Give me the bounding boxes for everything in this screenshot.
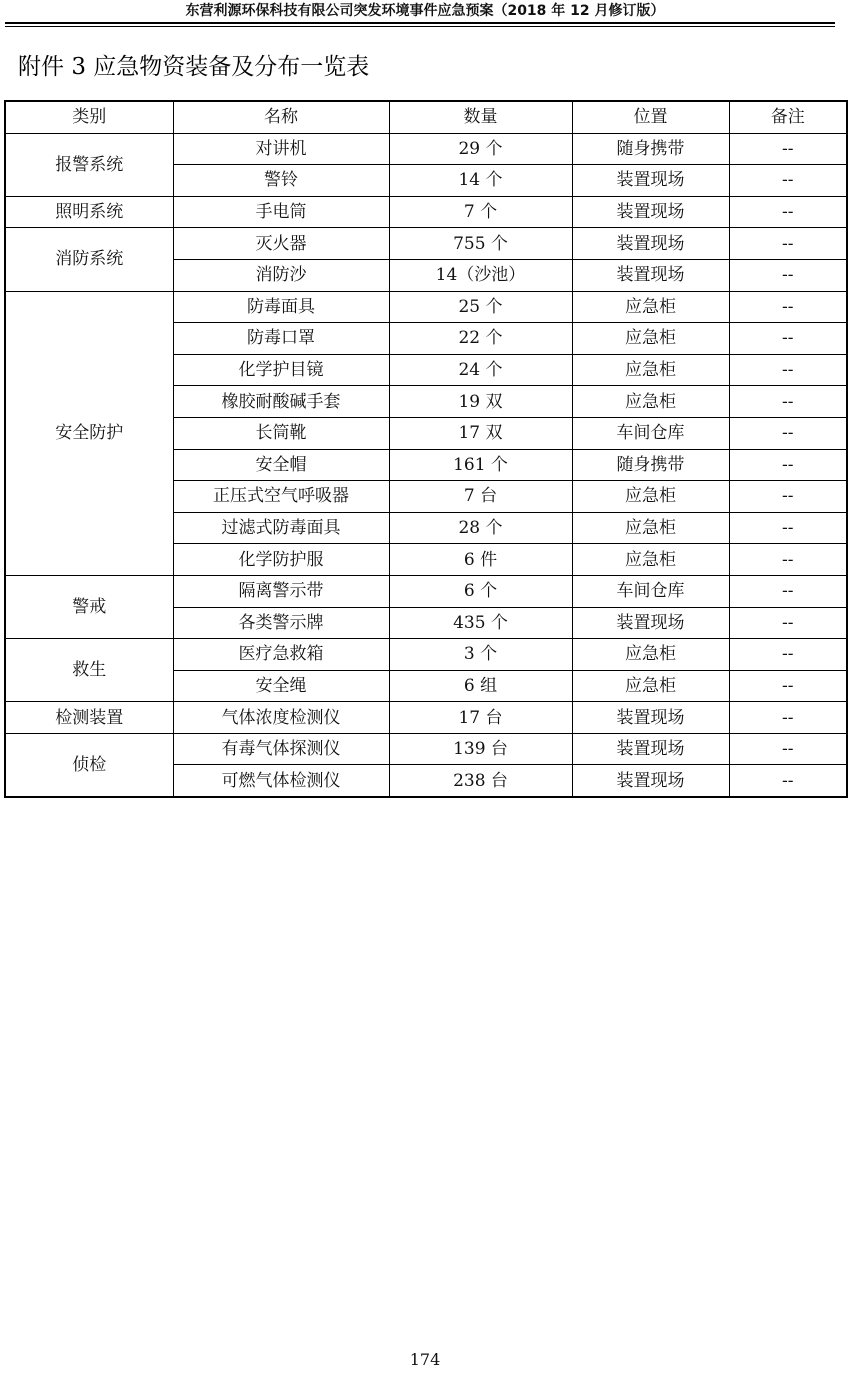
category-cell: 警戒 xyxy=(5,575,173,638)
note-cell: -- xyxy=(729,323,847,355)
quantity-cell: 28 个 xyxy=(389,512,572,544)
table-row xyxy=(5,733,847,765)
title-prefix: 附件 xyxy=(18,54,72,80)
item-name-cell: 橡胶耐酸碱手套 xyxy=(173,386,389,418)
note-cell: -- xyxy=(729,133,847,165)
item-name-cell: 防毒面具 xyxy=(173,291,389,323)
note-cell: -- xyxy=(729,639,847,671)
location-cell: 装置现场 xyxy=(572,702,729,734)
quantity-cell: 24 个 xyxy=(389,354,572,386)
location-cell: 应急柜 xyxy=(572,323,729,355)
location-cell: 应急柜 xyxy=(572,291,729,323)
quantity-cell: 3 个 xyxy=(389,639,572,671)
item-name-cell: 警铃 xyxy=(173,165,389,197)
location-cell: 装置现场 xyxy=(572,228,729,260)
location-cell: 应急柜 xyxy=(572,354,729,386)
note-cell: -- xyxy=(729,765,847,797)
column-header-note: 备注 xyxy=(729,101,847,133)
table-row xyxy=(5,639,847,671)
column-header-category: 类别 xyxy=(5,101,173,133)
table-row xyxy=(5,196,847,228)
page-title xyxy=(18,52,369,82)
note-cell: -- xyxy=(729,165,847,197)
table-row xyxy=(5,702,847,734)
item-name-cell: 化学防护服 xyxy=(173,544,389,576)
category-cell: 安全防护 xyxy=(5,291,173,575)
location-cell: 应急柜 xyxy=(572,544,729,576)
quantity-cell: 14 个 xyxy=(389,165,572,197)
emergency-supplies-table xyxy=(4,100,848,798)
item-name-cell: 安全绳 xyxy=(173,670,389,702)
category-cell: 救生 xyxy=(5,639,173,702)
location-cell: 装置现场 xyxy=(572,765,729,797)
item-name-cell: 对讲机 xyxy=(173,133,389,165)
header-rule xyxy=(5,22,835,24)
note-cell: -- xyxy=(729,575,847,607)
note-cell: -- xyxy=(729,291,847,323)
quantity-cell: 755 个 xyxy=(389,228,572,260)
item-name-cell: 灭火器 xyxy=(173,228,389,260)
location-cell: 装置现场 xyxy=(572,196,729,228)
location-cell: 应急柜 xyxy=(572,481,729,513)
note-cell: -- xyxy=(729,449,847,481)
note-cell: -- xyxy=(729,228,847,260)
item-name-cell: 隔离警示带 xyxy=(173,575,389,607)
item-name-cell: 气体浓度检测仪 xyxy=(173,702,389,734)
item-name-cell: 医疗急救箱 xyxy=(173,639,389,671)
quantity-cell: 139 台 xyxy=(389,733,572,765)
item-name-cell: 各类警示牌 xyxy=(173,607,389,639)
running-header: 东营利源环保科技有限公司突发环境事件应急预案（2018 年 12 月修订版） xyxy=(185,3,665,19)
title-text: 应急物资装备及分布一览表 xyxy=(85,54,370,80)
page-number: 174 xyxy=(409,1350,441,1369)
note-cell: -- xyxy=(729,417,847,449)
quantity-cell: 29 个 xyxy=(389,133,572,165)
location-cell: 车间仓库 xyxy=(572,575,729,607)
quantity-cell: 14（沙池） xyxy=(389,259,572,291)
item-name-cell: 过滤式防毒面具 xyxy=(173,512,389,544)
table-row xyxy=(5,228,847,260)
quantity-cell: 161 个 xyxy=(389,449,572,481)
location-cell: 装置现场 xyxy=(572,165,729,197)
table-row xyxy=(5,291,847,323)
category-cell: 报警系统 xyxy=(5,133,173,196)
column-header-location: 位置 xyxy=(572,101,729,133)
item-name-cell: 消防沙 xyxy=(173,259,389,291)
column-header-quantity: 数量 xyxy=(389,101,572,133)
quantity-cell: 238 台 xyxy=(389,765,572,797)
column-header-name: 名称 xyxy=(173,101,389,133)
table-header-row xyxy=(5,101,847,133)
table-body xyxy=(5,133,847,797)
quantity-cell: 25 个 xyxy=(389,291,572,323)
table-row xyxy=(5,133,847,165)
item-name-cell: 安全帽 xyxy=(173,449,389,481)
item-name-cell: 防毒口罩 xyxy=(173,323,389,355)
note-cell: -- xyxy=(729,544,847,576)
header-rule-thin xyxy=(5,26,835,27)
location-cell: 应急柜 xyxy=(572,386,729,418)
note-cell: -- xyxy=(729,259,847,291)
location-cell: 应急柜 xyxy=(572,639,729,671)
location-cell: 车间仓库 xyxy=(572,417,729,449)
location-cell: 装置现场 xyxy=(572,607,729,639)
location-cell: 应急柜 xyxy=(572,512,729,544)
quantity-cell: 17 双 xyxy=(389,417,572,449)
category-cell: 侦检 xyxy=(5,733,173,797)
note-cell: -- xyxy=(729,733,847,765)
item-name-cell: 正压式空气呼吸器 xyxy=(173,481,389,513)
quantity-cell: 7 个 xyxy=(389,196,572,228)
location-cell: 随身携带 xyxy=(572,133,729,165)
item-name-cell: 化学护目镜 xyxy=(173,354,389,386)
quantity-cell: 6 组 xyxy=(389,670,572,702)
location-cell: 应急柜 xyxy=(572,670,729,702)
title-number: 3 xyxy=(71,54,86,80)
category-cell: 照明系统 xyxy=(5,196,173,228)
location-cell: 装置现场 xyxy=(572,259,729,291)
item-name-cell: 可燃气体检测仪 xyxy=(173,765,389,797)
note-cell: -- xyxy=(729,670,847,702)
category-cell: 检测装置 xyxy=(5,702,173,734)
quantity-cell: 7 台 xyxy=(389,481,572,513)
note-cell: -- xyxy=(729,607,847,639)
item-name-cell: 长筒靴 xyxy=(173,417,389,449)
item-name-cell: 有毒气体探测仪 xyxy=(173,733,389,765)
quantity-cell: 17 台 xyxy=(389,702,572,734)
table-row xyxy=(5,575,847,607)
note-cell: -- xyxy=(729,512,847,544)
item-name-cell: 手电筒 xyxy=(173,196,389,228)
note-cell: -- xyxy=(729,386,847,418)
location-cell: 装置现场 xyxy=(572,733,729,765)
category-cell: 消防系统 xyxy=(5,228,173,291)
note-cell: -- xyxy=(729,702,847,734)
location-cell: 随身携带 xyxy=(572,449,729,481)
quantity-cell: 435 个 xyxy=(389,607,572,639)
quantity-cell: 6 个 xyxy=(389,575,572,607)
quantity-cell: 22 个 xyxy=(389,323,572,355)
quantity-cell: 6 件 xyxy=(389,544,572,576)
note-cell: -- xyxy=(729,354,847,386)
note-cell: -- xyxy=(729,481,847,513)
note-cell: -- xyxy=(729,196,847,228)
quantity-cell: 19 双 xyxy=(389,386,572,418)
